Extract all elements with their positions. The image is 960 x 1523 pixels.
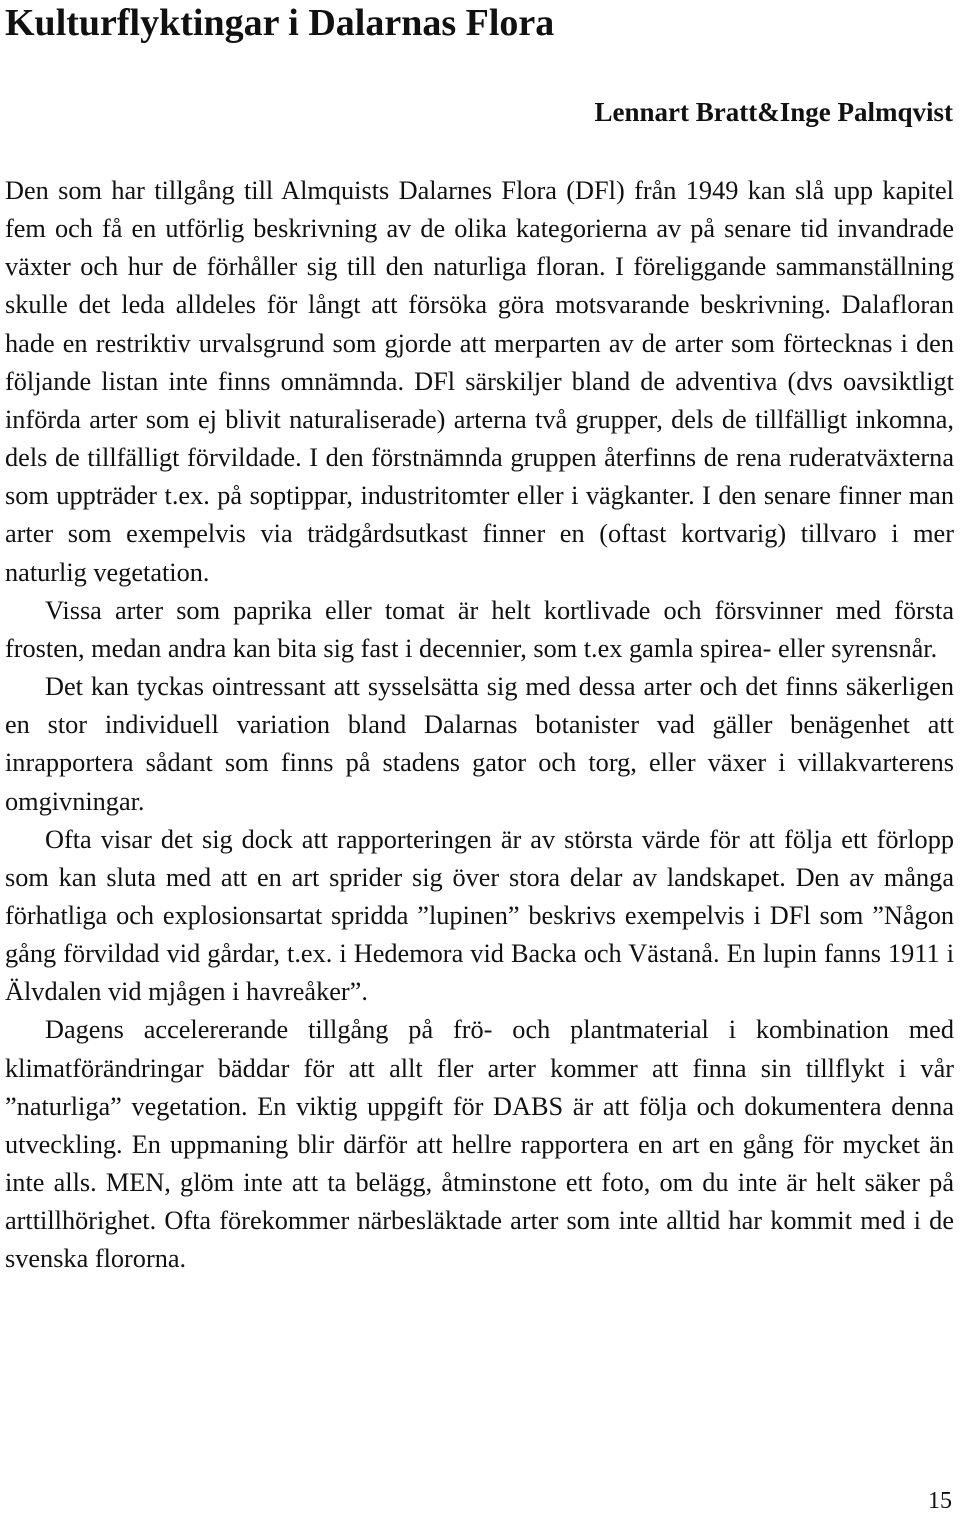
paragraph-2: Vissa arter som paprika eller tomat är helt kortlivade och försvinner med första frosten, medan andra kan bita sig fast i decennier, som t.ex gamla spirea- eller syrensnår. bbox=[5, 595, 954, 663]
paragraph-3: Det kan tyckas ointressant att sysselsätta sig med dessa arter och det finns säkerligen en stor individuell variation bland Dalarnas botanister vad gäller benägenhet att inrapportera sådant som finns på stadens gator och torg, eller växer i villakvarterens omgivningar. bbox=[5, 672, 954, 816]
article-authors: Lennart Bratt&Inge Palmqvist bbox=[594, 97, 953, 127]
paragraph-5: Dagens accelererande tillgång på frö- och plantmaterial i kombination med klimatförändringar bäddar för att allt fler arter kommer att finna sin tillflykt i vår ”naturliga” vegetation. En viktig uppgift för DABS är att följa och dokumentera denna utveckling. En uppmaning blir därför att hellre rapportera en art en gång för mycket än inte alls. MEN, glöm inte att ta belägg, åtminstone ett foto, om du inte är helt säker på arttillhörighet. Ofta förekommer närbesläktade arter som inte alltid har kommit med i de svenska flororna. bbox=[5, 1015, 954, 1274]
paragraph-1: Den som har tillgång till Almquists Dalarnes Flora (DFl) från 1949 kan slå upp kapitel fem och få en utförlig beskrivning av de olika kategorierna av på senare tid invandrade växter och hur de förhåller sig till den naturliga floran. I föreliggande sammanställning skulle det leda alldeles för långt att försöka göra motsvarande beskrivning. Dalafloran hade en restriktiv urvalsgrund som gjorde att merparten av de arter som förtecknas i den följande listan inte finns omnämnda. DFl särskiljer bland de adventiva (dvs oavsiktligt införda arter som ej blivit naturaliserade) arterna två grupper, dels de tillfälligt inkomna, dels de tillfälligt förvildade. I den förstnämnda gruppen återfinns de rena ruderatväxterna som uppträder t.ex. på soptippar, industritomter eller i vägkanter. I den senare finner man arter som exempelvis via trädgårdsutkast finner en (oftast kortvarig) tillvaro i mer naturlig vegetation. bbox=[5, 176, 954, 587]
paragraph-4: Ofta visar det sig dock att rapporteringen är av största värde för att följa ett förlopp som kan sluta med att en art sprider sig över stora delar av landskapet. Den av många förhatliga och explosionsartat spridda ”lupinen” beskrivs exempelvis i DFl som ”Någon gång förvildad vid gårdar, t.ex. i Hedemora vid Backa och Västanå. En lupin fanns 1911 i Älvdalen vid mjågen i havreåker”. bbox=[5, 824, 954, 1007]
article-body bbox=[5, 172, 954, 1279]
article-title: Kulturflyktingar i Dalarnas Flora bbox=[5, 2, 555, 44]
page-number: 15 bbox=[928, 1488, 952, 1514]
